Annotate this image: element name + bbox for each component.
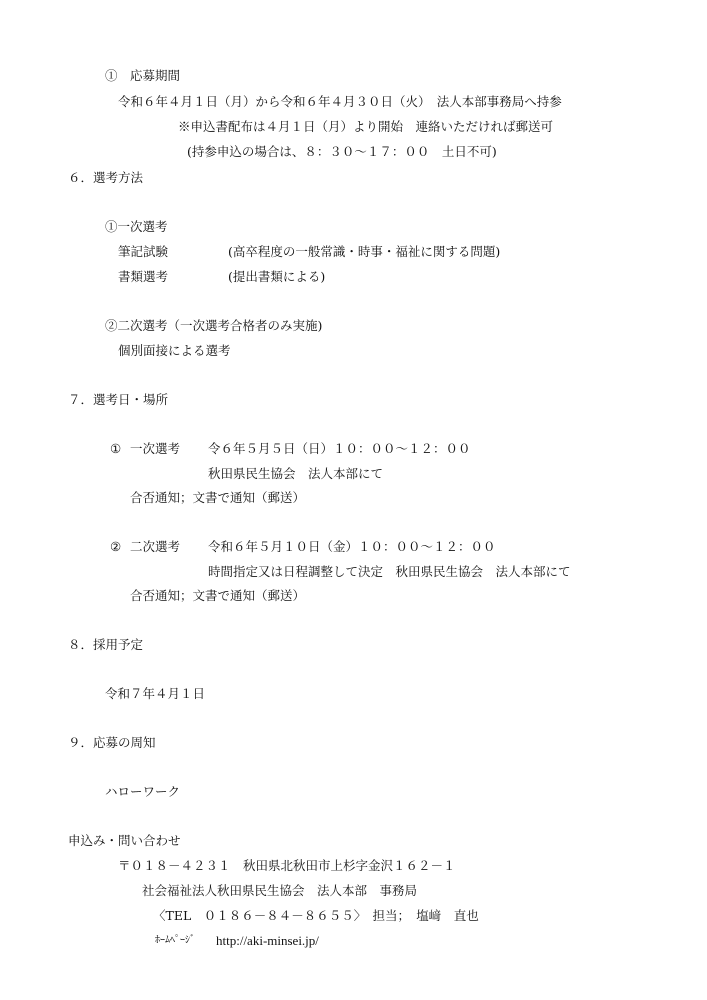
second-exam-place: 時間指定又は日程調整して決定 秋田県民生協会 法人本部にて [208, 564, 571, 579]
first-selection-label: ①一次選考 [105, 219, 168, 234]
first-exam-notice: 合否通知；文書で通知（郵送） [130, 490, 306, 505]
first-exam-number: ① [110, 441, 122, 456]
section-9-heading: ９．応募の周知 [68, 735, 156, 750]
document-review-label: 書類選考 [118, 269, 169, 284]
second-selection-label: ②二次選考（一次選考合格者のみ実施) [105, 318, 323, 333]
section-8-heading: ８．採用予定 [68, 637, 144, 652]
first-exam-place: 秋田県民生協会 法人本部にて [208, 466, 384, 481]
contact-heading: 申込み・問い合わせ [68, 833, 181, 848]
application-period-dates: 令和６年４月１日（月）から令和６年４月３０日（火） 法人本部事務局へ持参 [118, 94, 562, 109]
contact-telephone: 〈TEL ０１８６－８４－８６５５〉 担当； 塩﨑 直也 [153, 908, 479, 923]
written-exam-label: 筆記試験 [118, 244, 169, 259]
second-selection-desc: 個別面接による選考 [118, 343, 231, 358]
application-hours-note: (持参申込の場合は、８：３０～１７：００ 土日不可) [187, 144, 497, 159]
contact-organization: 社会福祉法人秋田県民生協会 法人本部 事務局 [142, 883, 418, 898]
hiring-date: 令和７年４月１日 [105, 686, 206, 701]
homepage-label: ﾎｰﾑﾍﾟｰｼﾞ [155, 935, 195, 946]
publicity-channel: ハローワーク [105, 784, 181, 799]
application-period-label: ① 応募期間 [105, 68, 181, 83]
second-exam-label: 二次選考 [130, 539, 181, 554]
second-exam-notice: 合否通知；文書で通知（郵送） [130, 588, 306, 603]
contact-address: 〒０１８－４２３１ 秋田県北秋田市上杉字金沢１６２－１ [118, 858, 456, 873]
application-form-note: ※申込書配布は４月１日（月）より開始 連絡いただければ郵送可 [178, 119, 554, 134]
first-exam-date: 令６年５月５日（日）１０：００～１２：００ [208, 441, 471, 456]
section-7-heading: ７．選考日・場所 [68, 392, 169, 407]
section-6-heading: ６．選考方法 [68, 170, 144, 185]
first-exam-label: 一次選考 [130, 441, 181, 456]
homepage-link[interactable]: http://aki-minsei.jp/ [216, 933, 319, 948]
second-exam-number: ② [110, 539, 122, 554]
written-exam-desc: (高卒程度の一般常識・時事・福祉に関する問題) [228, 244, 501, 259]
document-review-desc: (提出書類による) [228, 269, 326, 284]
second-exam-date: 令和６年５月１０日（金）１０：００～１２：００ [208, 539, 496, 554]
